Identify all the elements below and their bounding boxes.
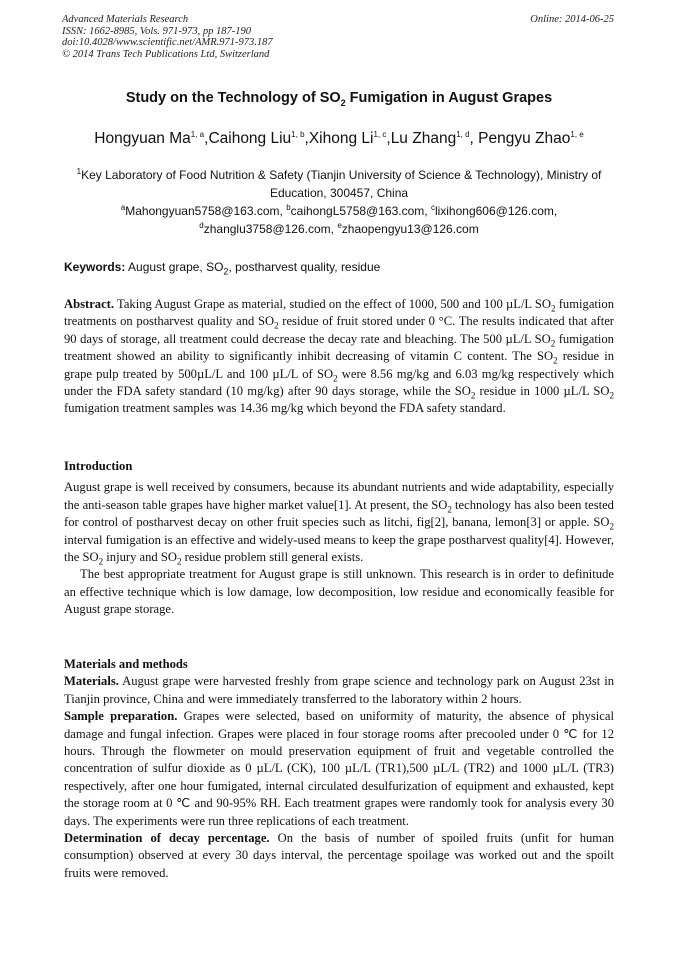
section-heading: Materials and methods	[64, 657, 188, 671]
journal-name: Advanced Materials Research	[62, 14, 189, 25]
affiliation-block	[64, 166, 614, 238]
copyright-line: © 2014 Trans Tech Publications Ltd, Switzerland	[62, 48, 270, 60]
author: Pengyu Zhao$^{1, e}$	[478, 129, 584, 147]
section-heading: Introduction	[64, 459, 133, 473]
email-line: $^d$zhanglu3758@126.com, $^e$zhaopengyu13@126.com	[199, 221, 479, 236]
methods-section	[64, 656, 614, 882]
paper-title: Study on the Technology of $SO_2$ Fumigation in August Grapes	[125, 90, 553, 108]
author: Xihong Li$^{1, c}$,	[308, 129, 391, 147]
paragraph: August grape is well received by consumers, because its abundant nutrients and wide adaptability, especially the anti-season table grapes have higher market value[1]. At present, the $SO_2$ technology has also been tested for control of postharvest decay on other fruit species such as litchi, fig[2], banana, lemon[3] or apple. $SO_2$ interval fumigation is an effective and widely-used means to keep the grape postharvest quality[4]. However, the $SO_2$ injury and $SO_2$ residue problem still general exists.	[64, 480, 614, 567]
journal-header	[62, 14, 614, 60]
abstract-label: Abstract.	[64, 297, 115, 311]
affiliation: $^1$Key Laboratory of Food Nutrition & Safety (Tianjin University of Science & Technology), Ministry of Education, 300457, China	[76, 167, 602, 200]
paragraph: Materials. August grape were harvested freshly from grape science and technology park on August 23st in Tianjin province, China and were immediately transferred to the laboratory within 2 hours.	[64, 674, 614, 706]
paragraph: Sample preparation. Grapes were selected, based on uniformity of maturity, the absence of physical damage and fungal infection. Grapes were placed in four storage rooms after precooled under 0 ℃ for 12 hours. Through the flowmeter on mould preservation equipment of fruit and vegetable controlled the concentration of sulfur dioxide as 0 µL/L (CK), 100 µL/L (TR1),500 µL/L (TR2) and 1000 µL/L (TR3) respectively, after one hour fumigated, internal circulated desulfurization of equipment and exhausted, kept the storage room at 0 ℃ and 90-95% RH. Each treatment grapes were randomly took for analysis every 30 days. The experiments were run three replications of each treatment.	[64, 709, 614, 828]
keywords: Keywords: August grape, $SO_2$, postharvest quality, residue	[64, 260, 381, 277]
introduction-section	[64, 458, 614, 619]
doi-line: doi:10.4028/www.scientific.net/AMR.971-973.187	[62, 37, 273, 48]
issn-line: ISSN: 1662-8985, Vols. 971-973, pp 187-190	[62, 25, 251, 37]
author: Hongyuan Ma$^{1, a}$,	[94, 129, 209, 147]
author: Lu Zhang$^{1, d}$,	[390, 129, 479, 147]
author-list	[0, 130, 678, 148]
paragraph: The best appropriate treatment for August grape is still unknown. This research is in order to definitude an effective technique which is low damage, low decomposition, low residue and economically feasible for August grape storage.	[64, 567, 614, 617]
email-line: $^a$Mahongyuan5758@163.com, $^b$caihongL5758@163.com, $^c$lixihong606@126.com,	[120, 203, 558, 218]
author: Caihong Liu$^{1, b}$,	[208, 129, 309, 147]
abstract: Abstract. Taking August Grape as material, studied on the effect of 1000, 500 and 100 µL/L $SO_2$ fumigation treatments on postharvest quality and $SO_2$ residue of fruit stored under 0 °C. The results indicated that after 90 days of storage, all treatment could decrease the decay rate and bleaching. The 500 µL/L $SO_2$ fumigation treatment showed an ability to significantly inhibit decreasing of vitamin C content. The $SO_2$ residue in grape pulp treated by 500µL/L and 100 µL/L of $SO_2$ were 8.56 mg/kg and 6.03 mg/kg respectively which under the FDA safety standard (10 mg/kg) after 90 days storage, while the $SO_2$ residue in 1000 µL/L $SO_2$ fumigation treatment samples was 14.36 mg/kg which beyond the FDA safety standard.	[64, 297, 615, 416]
online-date: Online: 2014-06-25	[530, 14, 614, 25]
paragraph: Determination of decay percentage. On the basis of number of spoiled fruits (unfit for human consumption) observed at every 30 days interval, the percentage spoilage was worked out and the spoilt fruits were removed.	[64, 831, 614, 880]
